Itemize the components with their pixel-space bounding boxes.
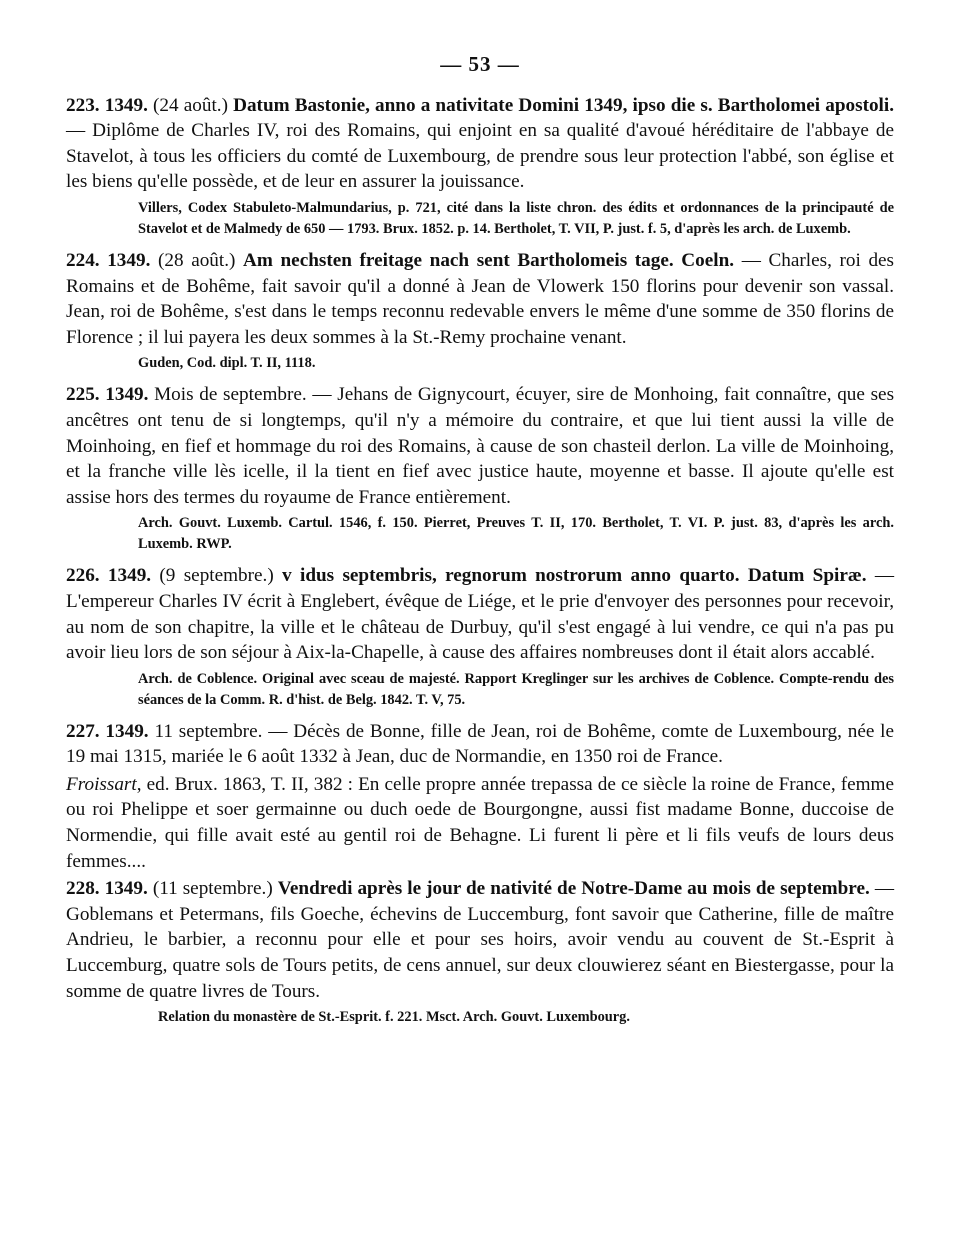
entry-incipit: Am nechsten freitage nach sent Bartholomeis tage. Coeln.	[243, 249, 735, 271]
quote-author: Froissart	[66, 773, 137, 795]
entry-date: (24 août.)	[153, 94, 228, 116]
entry-228	[66, 876, 894, 1004]
entry-227	[66, 719, 894, 770]
entry-incipit: v idus septembris, regnorum nostrorum anno quarto. Datum Spiræ.	[282, 565, 867, 587]
entry-number: 226.	[66, 565, 100, 587]
entry-year: 1349.	[107, 565, 152, 587]
entry-source: Guden, Cod. dipl. T. II, 1118.	[138, 355, 316, 372]
entry-source: Arch. Gouvt. Luxemb. Cartul. 1546, f. 150. Pierret, Preuves T. II, 170. Bertholet, T. VI. P. just. 83, d'après les arch. Luxemb. RWP.	[138, 515, 894, 553]
entry-number: 227.	[66, 720, 100, 742]
quote-text: , ed. Brux. 1863, T. II, 382 : En celle propre année trepassa de ce siècle la roine de France, femme ou roi Phelippe et soer germainne ou duch oede de Bourgongne, aussi fist madame Bonne, duccoise de Normendie, qui fille avait esté au gentil roi de Behagne. Li furent li père et li fils veufs de lours deus femmes....	[66, 773, 894, 872]
entry-date: (28 août.)	[158, 249, 236, 271]
entry-date: Mois de septembre.	[154, 384, 307, 406]
entry-text: — Jehans de Gignycourt, écuyer, sire de Monhoing, fait connaître, que ses ancêtres ont tenu de si longtemps, qu'il n'y a mémoire du contraire, et que lui tient aussi la ville de Moinhoing, en fief et hommage du roi des Romains, à cause de son chasteil derlon. La ville de Moinhoing, et la franche ville lès icelle, il la tient en fief avec justice haute, moyenne et basse. Il ajoute qu'elle est assise hors des termes du royaume de France entièrement.	[66, 384, 895, 508]
entry-year: 1349.	[105, 384, 149, 406]
entry-223	[66, 93, 894, 195]
entry-text: — Décès de Bonne, fille de Jean, roi de Bohême, comte de Luxembourg, née le 19 mai 1315, mariée le 6 août 1332 à Jean, duc de Normandie, en 1350 roi de France.	[66, 720, 895, 768]
entry-number: 228.	[66, 878, 100, 900]
entry-225	[66, 382, 894, 510]
entry-text: — Charles, roi des Romains et de Bohême, fait savoir qu'il a donné à Jean de Vlowerk 150 florins pour devenir son vassal. Jean, roi de Bohême, s'est dans le temps reconnu redevable envers le même d'une somme de 350 florins de Florence ; il lui payera les deux sommes à la St.-Remy prochaine venant.	[66, 249, 895, 348]
entry-year: 1349.	[104, 878, 148, 900]
entry-incipit: Datum Bastonie, anno a nativitate Domini 1349, ipso die s. Bartholomei apostoli.	[233, 94, 895, 116]
entry-text: — L'empereur Charles IV écrit à Englebert, évêque de Liége, et le prie d'envoyer des personnes pour recevoir, au nom de son chapitre, la ville et le château de Durbuy, qu'il s'est engagé à lui vendre, ce qui n'a pas pu avoir lieu lors de son séjour à Aix-la-Chapelle, à cause des affaires nombreuses dont il était alors accablé.	[66, 565, 895, 664]
entry-number: 224.	[66, 249, 100, 271]
entry-source: Arch. de Coblence. Original avec sceau de majesté. Rapport Kreglinger sur les archives de Coblence. Compte-rendu des séances de la Comm. R. d'hist. de Belg. 1842. T. V, 75.	[138, 670, 894, 708]
entry-text: — Goblemans et Petermans, fils Goeche, échevins de Luccemburg, font savoir que Catherine, fille de maître Andrieu, le barbier, a reconnu pour elle et pour ses hoirs, avoir vendu au couvent de St.-Esprit à Luccemburg, quatre sols de Tours petits, de cens annuel, sur deux clouwierez séant en Biestergasse, pour la somme de quatre livres de Tours.	[66, 878, 894, 1002]
page-number: — 53 —	[440, 52, 520, 76]
entry-224	[66, 248, 894, 350]
entry-date: (11 septembre.)	[152, 878, 273, 900]
entry-source: Relation du monastère de St.-Esprit. f. 221. Msct. Arch. Gouvt. Luxembourg.	[158, 1009, 630, 1026]
entry-text: — Diplôme de Charles IV, roi des Romains, qui enjoint en sa qualité d'avoué héréditaire de l'abbaye de Stavelot, à tous les officiers du comté de Luxembourg, de prendre sous leur protection l'abbé, son église et les biens qu'elle possède, et de leur en assurer la jouissance.	[66, 120, 894, 193]
entry-number: 225.	[66, 384, 100, 406]
entry-226	[66, 563, 894, 665]
entry-number: 223.	[66, 94, 100, 116]
entry-incipit: Vendredi après le jour de nativité de Notre-Dame au mois de septembre.	[277, 878, 870, 900]
entry-year: 1349.	[105, 720, 149, 742]
entry-year: 1349.	[104, 94, 148, 116]
froissart-quote	[66, 772, 894, 874]
entry-date: 11 septembre.	[154, 720, 263, 742]
entry-date: (9 septembre.)	[159, 565, 274, 587]
entry-year: 1349.	[107, 249, 151, 271]
entry-source: Villers, Codex Stabuleto-Malmundarius, p. 721, cité dans la liste chron. des édits et ordonnances de la principauté de Stavelot et de Malmedy de 650 — 1793. Brux. 1852. p. 14. Bertholet, T. VII, P. just. f. 5, d'après les arch. de Luxemb.	[138, 199, 894, 237]
